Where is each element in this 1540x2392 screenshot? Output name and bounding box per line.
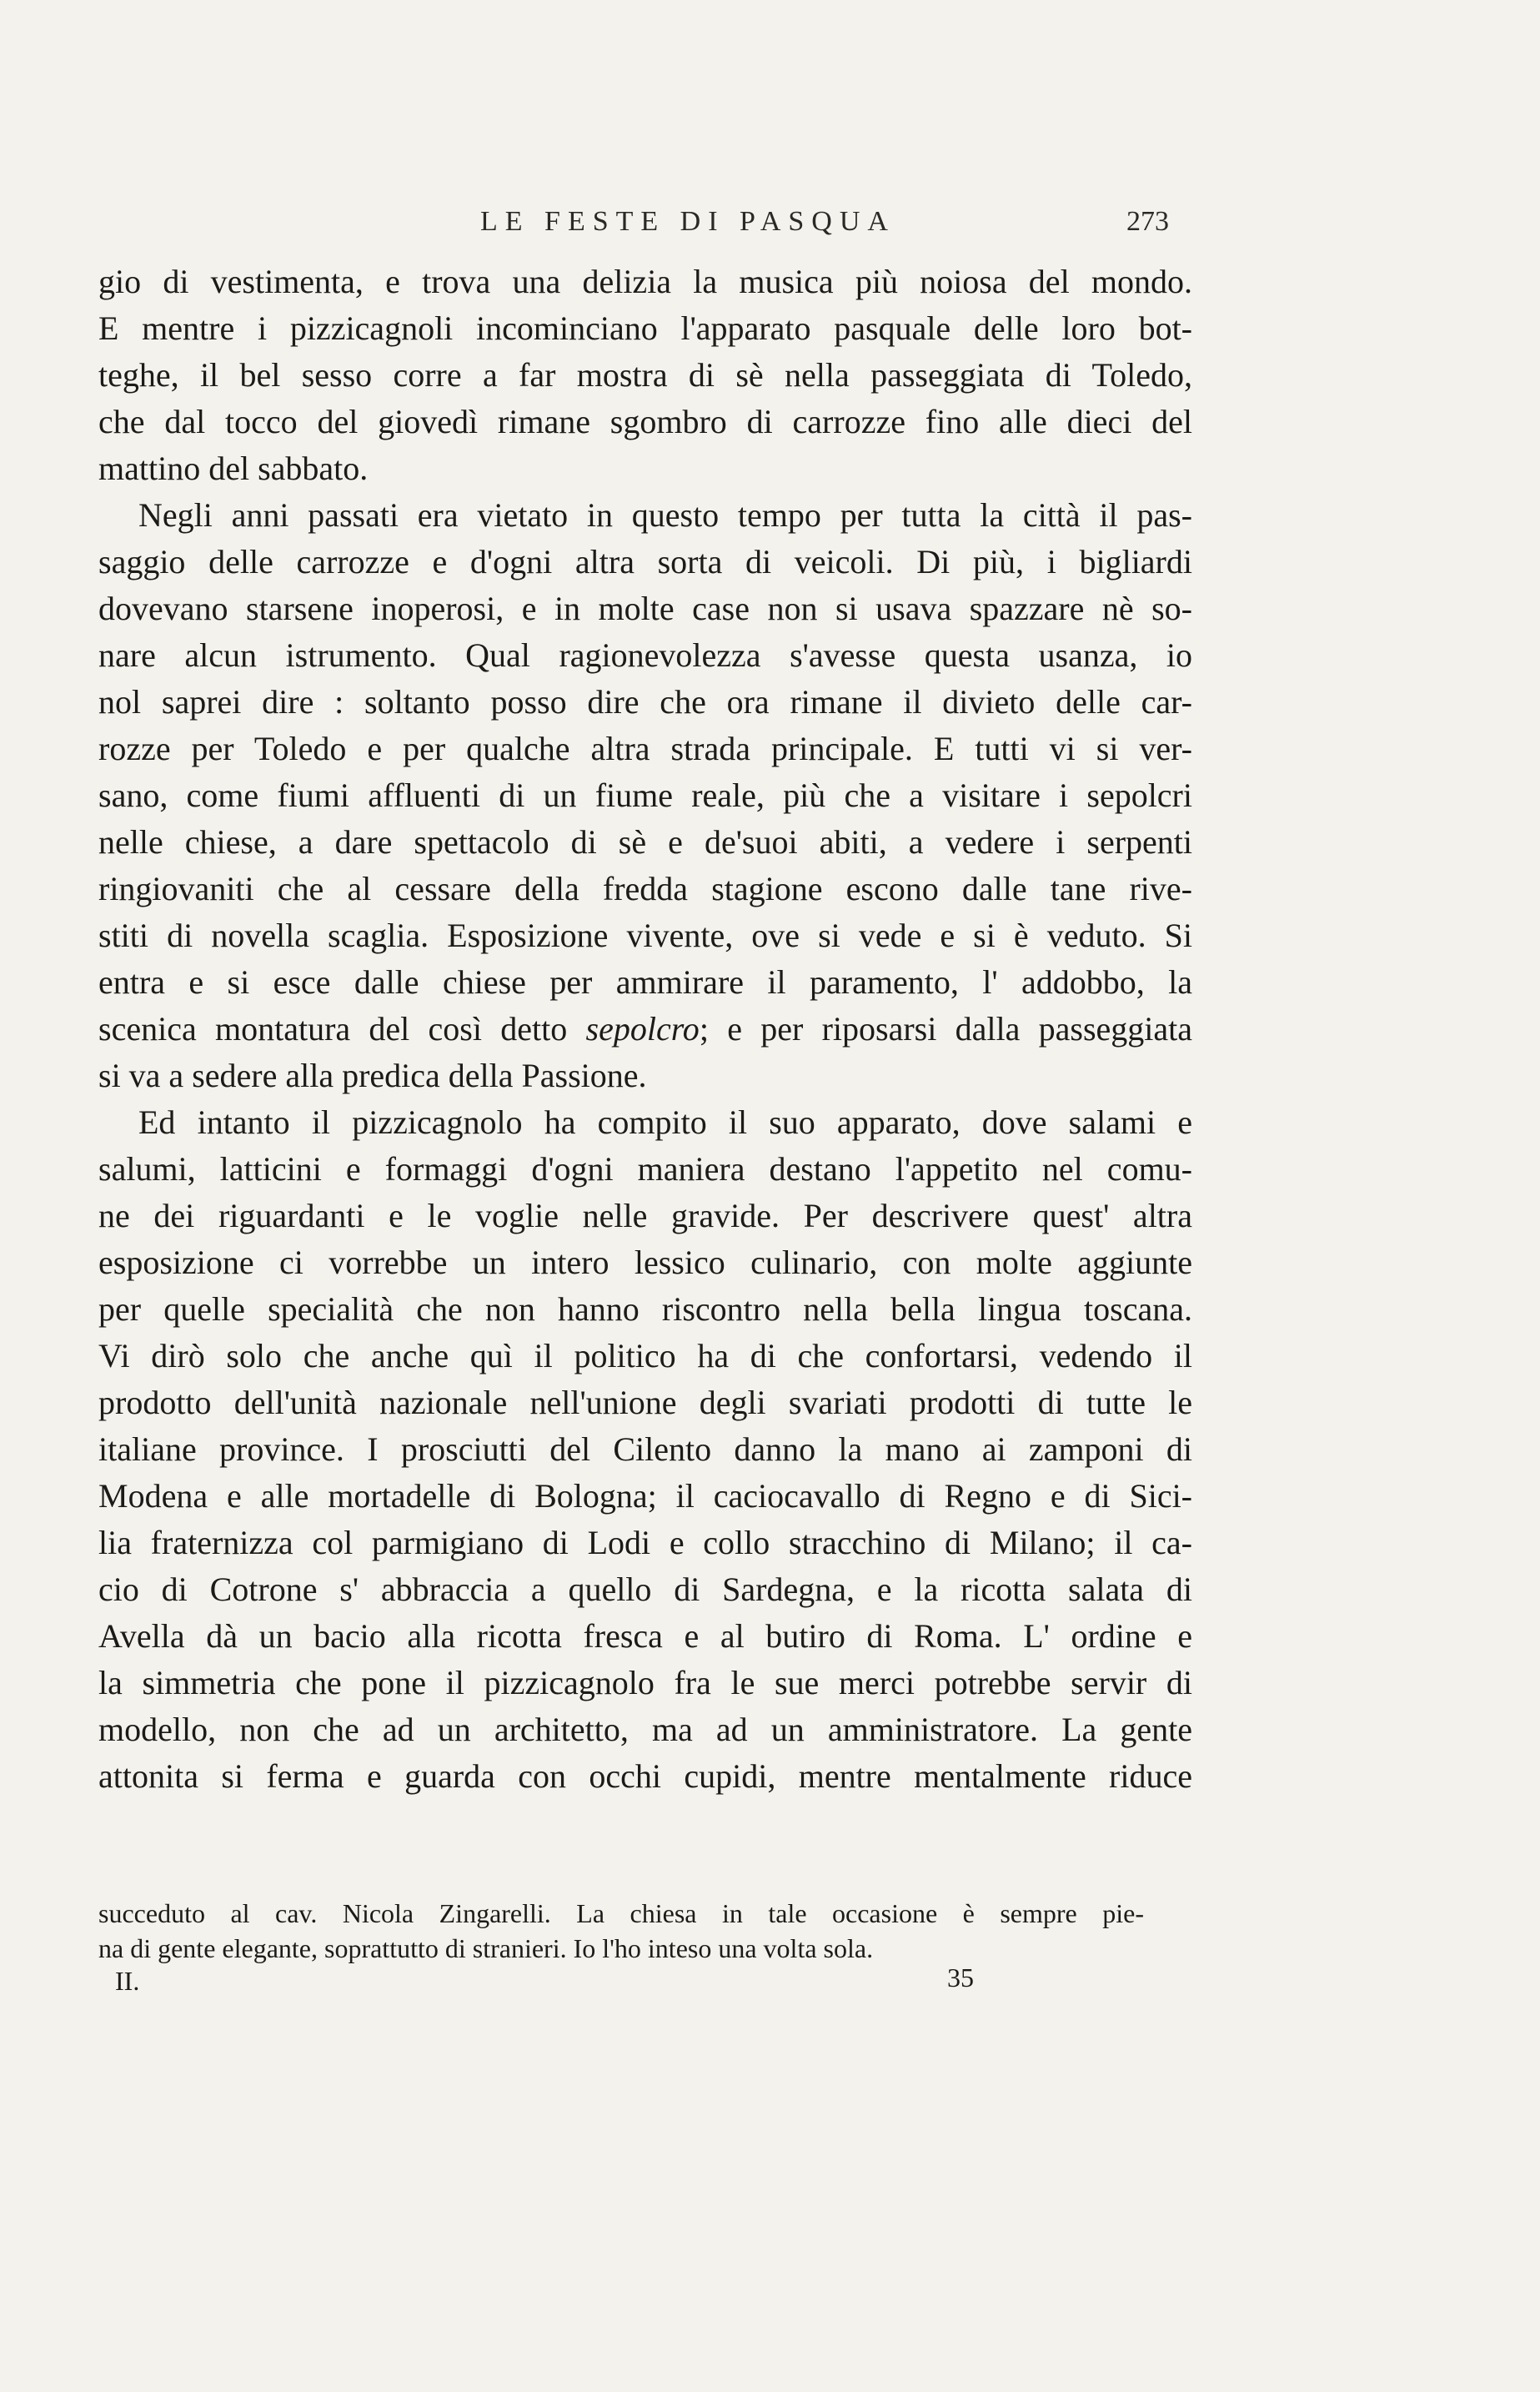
text-segment: ; e per riposarsi dalla passeggiata	[699, 1010, 1192, 1048]
italic-term: sepolcro	[585, 1010, 700, 1048]
text-line: gio di vestimenta, e trova una delizia la musica più noiosa del mondo.	[98, 263, 1192, 300]
text-line: ringiovaniti che al cessare della fredda stagione escono dalle tane rive-	[98, 870, 1192, 907]
body-text	[98, 259, 1192, 1800]
sheet-number: 35	[947, 1962, 974, 1992]
text-line: modello, non che ad un architetto, ma ad un amministratore. La gente	[98, 1711, 1192, 1748]
text-line: attonita si ferma e guarda con occhi cupidi, mentre mentalmente riduce	[98, 1757, 1192, 1795]
footnote-line: na di gente elegante, soprattutto di stranieri. Io l'ho inteso una volta sola.	[98, 1933, 874, 1963]
text-line: salumi, latticini e formaggi d'ogni maniera destano l'appetito nel comu-	[98, 1150, 1192, 1188]
text-line: si va a sedere alla predica della Passione.	[98, 1057, 647, 1094]
text-line: dovevano starsene inoperosi, e in molte case non si usava spazzare nè so-	[98, 590, 1192, 627]
text-line: che dal tocco del giovedì rimane sgombro di carrozze fino alle dieci del	[98, 403, 1192, 440]
text-line: stiti di novella scaglia. Esposizione vivente, ove si vede e si è veduto. Si	[98, 917, 1192, 954]
text-line: Modena e alle mortadelle di Bologna; il caciocavallo di Regno e di Sici-	[98, 1477, 1192, 1515]
text-line: teghe, il bel sesso corre a far mostra di sè nella passeggiata di Toledo,	[98, 356, 1192, 394]
text-line-with-italic	[98, 1006, 1192, 1053]
text-line: per quelle specialità che non hanno riscontro nella bella lingua toscana.	[98, 1290, 1192, 1328]
text-line: la simmetria che pone il pizzicagnolo fra le sue merci potrebbe servir di	[98, 1664, 1192, 1701]
footnote	[98, 1896, 1144, 1966]
running-title: LE FESTE DI PASQUA	[480, 206, 895, 237]
text-line: nare alcun istrumento. Qual ragionevolezza s'avesse questa usanza, io	[98, 636, 1192, 674]
text-line: Negli anni passati era vietato in questo tempo per tutta la città il pas-	[138, 496, 1192, 534]
text-line: E mentre i pizzicagnoli incominciano l'apparato pasquale delle loro bot-	[98, 309, 1192, 347]
text-line: rozze per Toledo e per qualche altra strada principale. E tutti vi si ver-	[98, 730, 1192, 767]
page-number: 273	[1126, 206, 1169, 237]
text-segment: scenica montatura del così detto	[98, 1010, 586, 1048]
text-line: Vi dirò solo che anche quì il politico ha di che confortarsi, vedendo il	[98, 1337, 1192, 1374]
footnote-line: succeduto al cav. Nicola Zingarelli. La chiesa in tale occasione è sempre pie-	[98, 1898, 1144, 1928]
text-line: Avella dà un bacio alla ricotta fresca e al butiro di Roma. L' ordine e	[98, 1617, 1192, 1655]
running-head	[207, 197, 1169, 247]
text-line: cio di Cotrone s' abbraccia a quello di Sardegna, e la ricotta salata di	[98, 1570, 1192, 1608]
text-line: lia fraternizza col parmigiano di Lodi e collo stracchino di Milano; il ca-	[98, 1524, 1192, 1561]
text-line: prodotto dell'unità nazionale nell'unione degli svariati prodotti di tutte le	[98, 1384, 1192, 1421]
signature-mark: II.	[115, 1966, 140, 1996]
text-line: entra e si esce dalle chiese per ammirare il paramento, l' addobbo, la	[98, 963, 1192, 1001]
text-line: sano, come fiumi affluenti di un fiume reale, più che a visitare i sepolcri	[98, 776, 1192, 814]
text-line: nol saprei dire : soltanto posso dire che ora rimane il divieto delle car-	[98, 683, 1192, 721]
text-line: ne dei riguardanti e le voglie nelle gravide. Per descrivere quest' altra	[98, 1197, 1192, 1234]
text-line: italiane province. I prosciutti del Cilento danno la mano ai zamponi di	[98, 1430, 1192, 1468]
text-line: nelle chiese, a dare spettacolo di sè e de'suoi abiti, a vedere i serpenti	[98, 823, 1192, 861]
text-line: mattino del sabbato.	[98, 450, 369, 487]
text-line: Ed intanto il pizzicagnolo ha compito il suo apparato, dove salami e	[138, 1103, 1192, 1141]
text-line: saggio delle carrozze e d'ogni altra sorta di veicoli. Di più, i bigliardi	[98, 543, 1192, 580]
text-line: esposizione ci vorrebbe un intero lessico culinario, con molte aggiunte	[98, 1244, 1192, 1281]
